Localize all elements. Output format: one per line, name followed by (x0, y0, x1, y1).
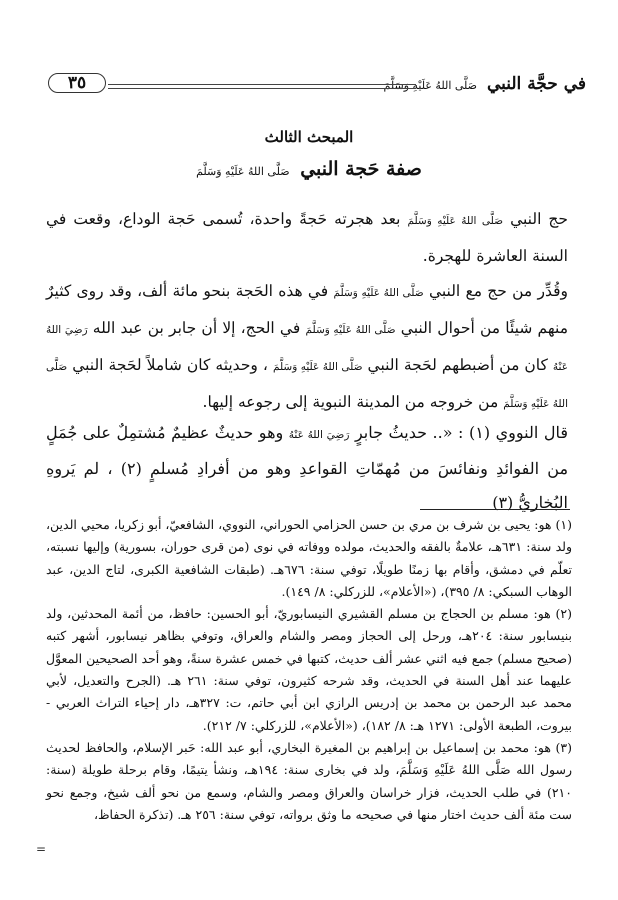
paragraph-text: وقُدِّر من حج مع النبي (428, 282, 568, 300)
paragraph-text: في الحج، إلا أن جابر بن عبد الله (92, 319, 301, 337)
footnote-ref[interactable]: (٢) (120, 459, 142, 478)
section-title-text: صفة حَجة النبي (300, 158, 422, 180)
page-number: ٣٥ (48, 70, 106, 96)
paragraph-text: وهو حديثٌ عظيمٌ مُشتمِلٌ على جُمَلٍ من الفوائدِ ونفائسَ من مُهمّاتِ القواعدِ وهو من أفرادِ مُسلمٍ (46, 423, 569, 478)
footnote: (٢) هو: مسلم بن الحجاج بن مسلم القشيري النيسابوريّ، أبو الحسين: حافظ، من أئمة المحدثين، ولد بنيسابور سنة: ٢٠٤هـ، ورحل إلى الحجاز ومصر والشام والعراق، وتوفي بظاهر نيسابور، أشهر كتبه (صحيح مسلم) جمع فيه اثني عشر ألف حديث، كتبها في خمس عشرة سنةً، وهو أحد الصحيحين المعوَّل عليهما عند أهل السنة في الحديث، وقد شرحه كثيرون، توفي سنة: ٢٦١ هـ. (الجرح والتعديل، لأبي محمد عبد الرحمن بن محمد بن إدريس الرازي ابن أبي حاتم، ت: ٣٢٧هـ، دار إحياء التراث العربي - بيروت، الطبعة الأولى: ١٢٧١ هـ: ٨/ ١٨٢)، («الأعلام»، للزركلي: ٧/ ٢١٢). (46, 606, 572, 733)
honorific-glyph: صَلَّى اللهُ عَلَيْهِ وَسَلَّمَ (272, 361, 363, 373)
footnote-ref[interactable]: (١) (468, 423, 491, 442)
honorific-glyph: صَلَّى اللهُ عَلَيْهِ وَسَلَّمَ (383, 79, 478, 92)
footnote-ref[interactable]: (٣) (492, 493, 514, 512)
corner-mark: = (36, 842, 47, 856)
honorific-glyph: صَلَّى اللهُ عَلَيْهِ وَسَلَّمَ (196, 165, 290, 178)
paragraph-text: : «.. حديثُ جابرٍ (354, 423, 464, 442)
section-label: المبحث الثالث (264, 128, 354, 146)
paragraph-text: ، وحديثه كان شاملاً لحَجة النبي (72, 356, 268, 374)
footnotes (46, 514, 572, 826)
honorific-glyph: صَلَّى اللهُ عَلَيْهِ وَسَلَّمَ (305, 324, 396, 336)
quote-paragraph (46, 416, 568, 520)
paragraph-text: ، لم يَروهِ البُخاريُّ (46, 459, 568, 512)
paragraph-text: قال النووي (495, 423, 568, 442)
paragraph-text: حج النبي (510, 210, 568, 228)
honorific-glyph: صَلَّى اللهُ عَلَيْهِ وَسَلَّمَ (407, 215, 504, 227)
running-title-text: في حجَّة النبي (486, 74, 586, 94)
honorific-glyph: صَلَّى اللهُ عَلَيْهِ وَسَلَّمَ (333, 287, 424, 299)
paragraph-text: بعد هجرته حَجةً واحدة، تُسمى حَجة الوداع، وقعت في السنة العاشرة للهجرة. (46, 210, 568, 265)
page-header (48, 72, 586, 102)
honorific-glyph: رَضِيَ اللهُ عَنْهُ (46, 324, 568, 373)
paragraph-text: كان من أضبطهم لحَجة النبي (367, 356, 548, 374)
honorific-glyph: صَلَّى اللهُ عَلَيْهِ وَسَلَّمَ (46, 361, 568, 410)
footnote-divider (420, 509, 570, 510)
section-title (0, 158, 618, 180)
footnote: (٣) هو: محمد بن إسماعيل بن إبراهيم بن المغيرة البخاري، أبو عبد الله: حَبر الإسلام، والحافظ لحديث رسول الله صَلَّى اللهُ عَلَيْهِ وَسَلَّمَ، ولد في بخارى سنة: ١٩٤هـ، ونشأ يتيمًا، وقام برحلة طويلة (سنة: ٢١٠) في طلب الحديث، فزار خراسان والعراق ومصر والشام، وسمع من نحو ألف شيخ، وجمع نحو ست مئة ألف حديث اختار منها في صحيحه ما وثق برواته، توفي سنة: ٢٥٦ هـ. (تذكرة الحفاظ، (46, 739, 572, 822)
paragraph (46, 202, 568, 274)
paragraph (46, 274, 568, 422)
paragraph-text: في هذه الحَجة بنحو مائة ألف، وقد روى كثيرٌ منهم شيئًا من أحوال النبي (46, 282, 568, 337)
paragraph-text: من خروجه من المدينة النبوية إلى رجوعه إليها. (202, 393, 499, 411)
header-rule (108, 84, 416, 89)
honorific-glyph: رَضِيَ اللهُ عَنْهُ (288, 429, 350, 441)
footnote: (١) هو: يحيى بن شرف بن مري بن حسن الحزامي الحوراني، النووي، الشافعيّ، أبو زكريا، محيي الدين، ولد سنة: ٦٣١هـ، علامةٌ بالفقه والحديث، مولده ووفاته في نوى (من قرى حوران، بسورية) وإليها نسبته، تعلّم في دمشق، وأقام بها زمنًا طويلًا، توفي سنة: ٦٧٦هـ. (طبقات الشافعية الكبرى، لتاج الدين، عبد الوهاب السبكي: ٨/ ٣٩٥)، («الأعلام»، للزركلي: ٨/ ١٤٩). (46, 517, 572, 599)
